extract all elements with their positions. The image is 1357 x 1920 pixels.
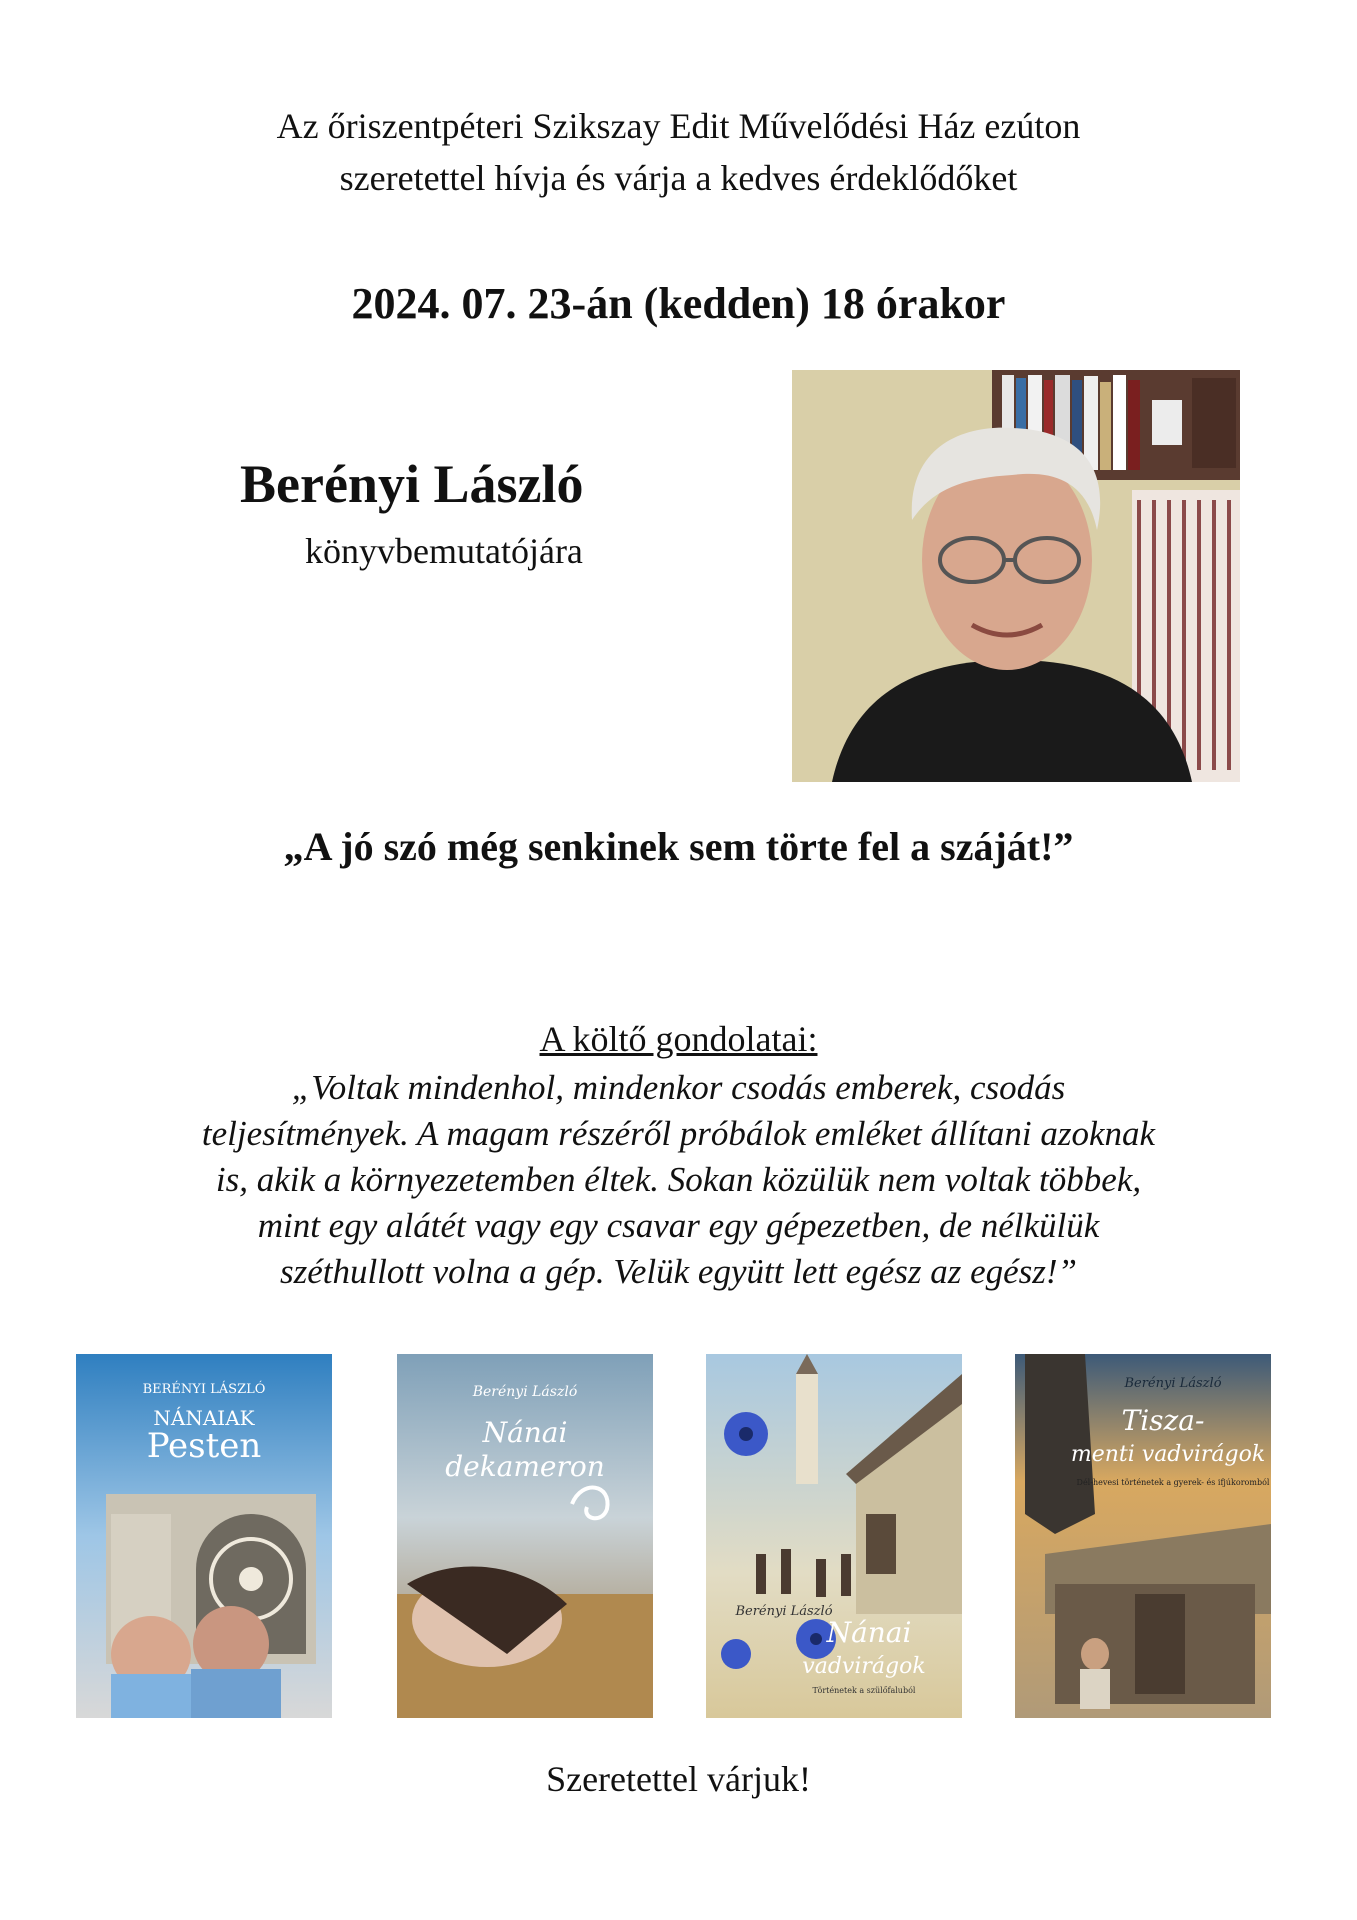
thoughts-line: széthullott volna a gép. Velük együtt lett egész az egész!” [279,1252,1078,1291]
book-title-line-1: Nánai [482,1416,568,1449]
intro-line-2: szeretettel hívja és várja a kedves érdeklődőket [339,158,1018,198]
thoughts-line: teljesítmények. A magam részéről próbálok emléket állítani azoknak [201,1114,1156,1153]
book-author: Berényi László [1124,1376,1222,1391]
book-cover-tisza-menti-vadviragok [1015,1354,1271,1718]
motto-quote: „A jó szó még senkinek sem törte fel a száját!” [283,824,1074,869]
book-title-line-1: Tisza- [1121,1404,1205,1437]
event-type: könyvbemutatójára [305,531,583,571]
book-cover-nanai-vadviragok [706,1354,962,1718]
book-author: Berényi László [472,1384,578,1400]
book-title-line-1: Nánai [826,1616,912,1649]
book-author: BERÉNYI LÁSZLÓ [142,1382,266,1397]
thoughts-line: „Voltak mindenhol, mindenkor csodás emberek, csodás [291,1068,1066,1107]
thoughts-heading: A költő gondolatai: [539,1019,818,1059]
book-cover-nanai-dekameron [397,1354,653,1718]
thoughts-line: is, akik a környezetemben éltek. Sokan közülük nem voltak többek, [215,1160,1142,1199]
book-subtitle: Történetek a szülőfaluból [812,1686,916,1695]
book-title-line-2: menti vadvirágok [1070,1442,1266,1467]
closing-line: Szeretettel várjuk! [546,1759,811,1799]
author-portrait [792,370,1240,782]
invitation-intro [0,100,1357,204]
book-title-line-1: NÁNAIAK [153,1406,255,1430]
intro-line-1: Az őriszentpéteri Szikszay Edit Művelődési Ház ezúton [276,106,1081,146]
thoughts-text [0,1065,1357,1295]
book-cover-nanaiak-pesten [76,1354,332,1718]
author-name: Berényi László [240,454,584,514]
book-title-line-2: Pesten [146,1426,262,1466]
book-title-line-2: vadvirágok [802,1654,926,1679]
book-subtitle: Dél-hevesi történetek a gyerek- és ifjúkoromból [1076,1478,1270,1487]
thoughts-line: mint egy alátét vagy egy csavar egy gépezetben, de nélkülük [257,1206,1100,1245]
book-author: Berényi László [735,1604,833,1619]
event-date: 2024. 07. 23-án (kedden) 18 órakor [351,279,1006,328]
book-title-line-2: dekameron [445,1450,605,1483]
